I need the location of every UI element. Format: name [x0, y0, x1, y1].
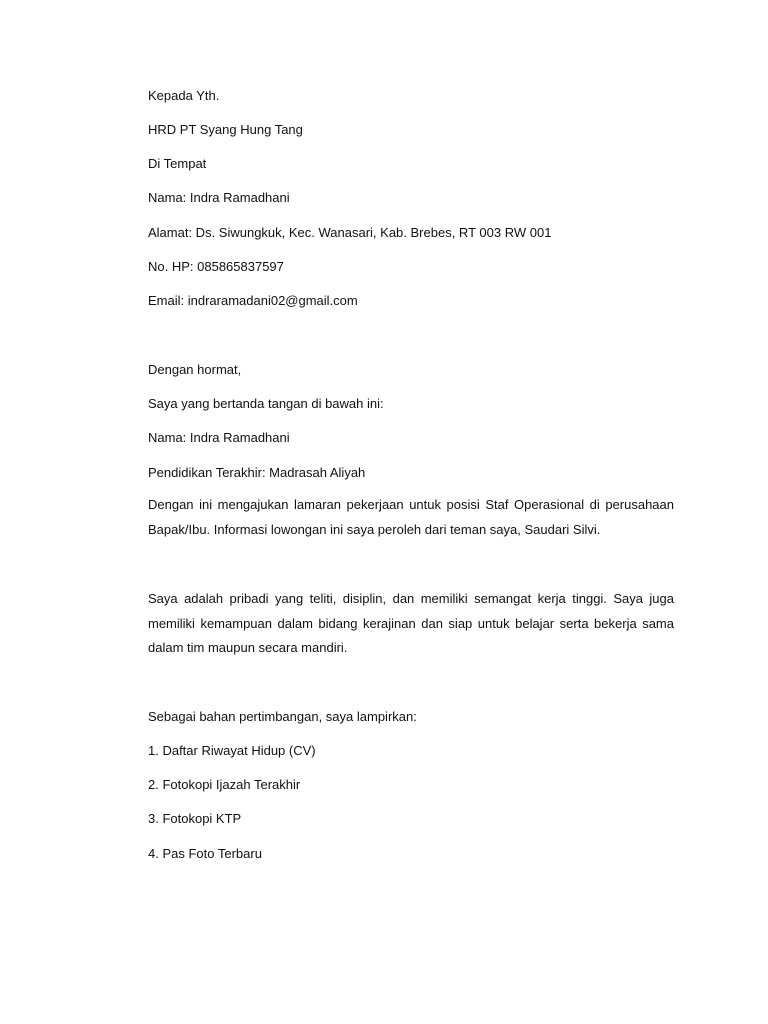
application-paragraph: Dengan ini mengajukan lamaran pekerjaan untuk posisi Staf Operasional di perusahaan Bapak/Ibu. Informasi lowongan ini saya peroleh dari teman saya, Saudari Silvi. [148, 497, 674, 537]
sender-phone: No. HP: 085865837597 [148, 259, 284, 274]
letter-page [148, 0, 674, 1024]
attachment-item: 1. Daftar Riwayat Hidup (CV) [148, 743, 316, 758]
attachment-item: 2. Fotokopi Ijazah Terakhir [148, 777, 301, 792]
attachments-intro: Sebagai bahan pertimbangan, saya lampirkan: [148, 709, 417, 724]
sender-address: Alamat: Ds. Siwungkuk, Kec. Wanasari, Kab. Brebes, RT 003 RW 001 [148, 225, 552, 240]
recipient-company: HRD PT Syang Hung Tang [148, 122, 303, 137]
applicant-name: Nama: Indra Ramadhani [148, 430, 290, 445]
attachment-item: 3. Fotokopi KTP [148, 811, 242, 826]
applicant-education: Pendidikan Terakhir: Madrasah Aliyah [148, 465, 366, 480]
recipient-line: Kepada Yth. [148, 88, 220, 103]
attachment-item: 4. Pas Foto Terbaru [148, 846, 262, 861]
sender-email: Email: indraramadani02@gmail.com [148, 293, 358, 308]
intro-text: Saya yang bertanda tangan di bawah ini: [148, 396, 384, 411]
sender-name: Nama: Indra Ramadhani [148, 190, 290, 205]
greeting: Dengan hormat, [148, 362, 242, 377]
personal-paragraph: Saya adalah pribadi yang teliti, disiplin, dan memiliki semangat kerja tinggi. Saya juga memiliki kemampuan dalam bidang kerajinan dan siap untuk belajar serta bekerja sama dalam tim maupun secara mandiri. [148, 591, 674, 655]
recipient-place: Di Tempat [148, 156, 207, 171]
